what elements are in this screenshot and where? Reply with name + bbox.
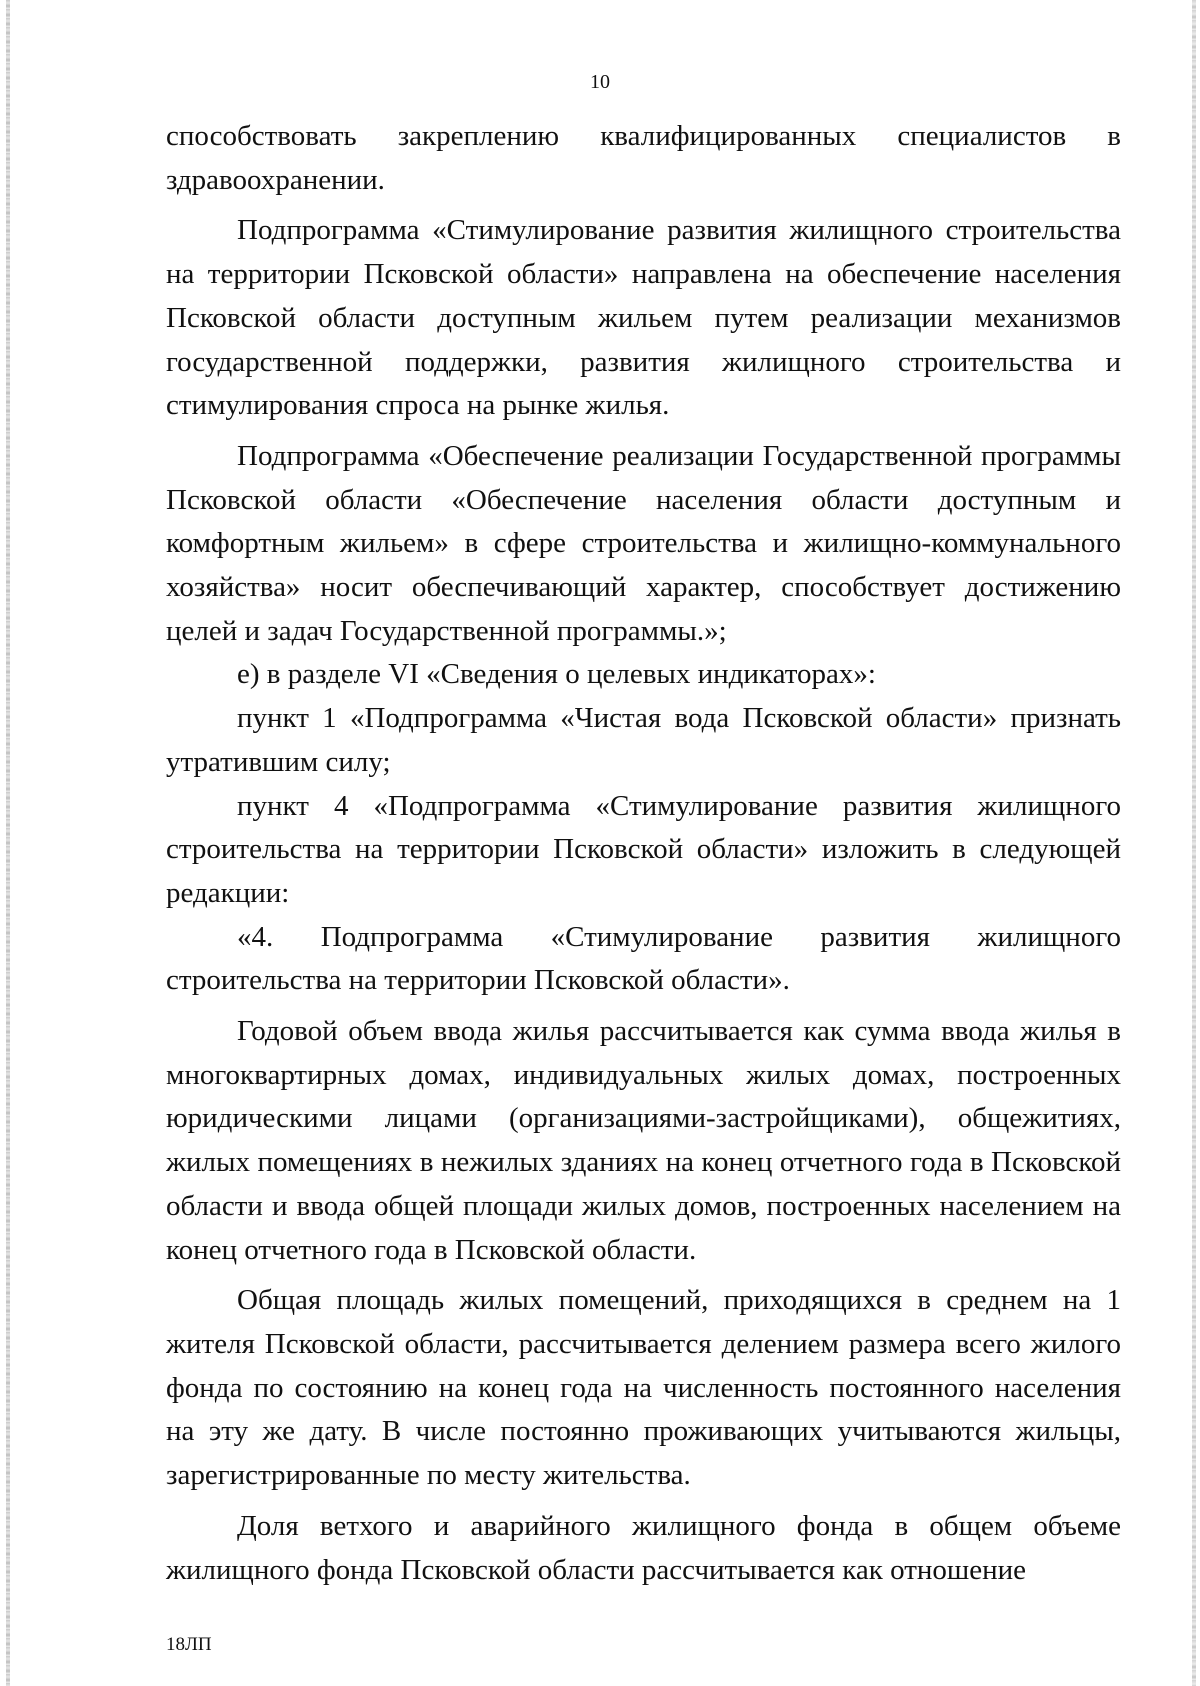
paragraph-4: е) в разделе VI «Сведения о целевых индикаторах»: bbox=[237, 658, 876, 691]
scan-edge-right bbox=[1192, 0, 1196, 1686]
paragraph-6: пункт 4 «Подпрограмма «Стимулирование развития жилищного строительства на территории Псковской области» изложить в следующей редакции: bbox=[166, 789, 1121, 909]
paragraph-3: Подпрограмма «Обеспечение реализации Государственной программы Псковской области «Обеспечение населения области доступным и комфортным жильем» в сфере строительства и жилищно-коммунального хозяйства» носит обеспечивающий характер, способствует достижению целей и задач Государственной программы.»; bbox=[166, 439, 1121, 647]
paragraph-7: «4. Подпрограмма «Стимулирование развития жилищного строительства на территории Псковской области». bbox=[166, 920, 1121, 997]
paragraph-2: Подпрограмма «Стимулирование развития жилищного строительства на территории Псковской области» направлена на обеспечение населения Псковской области доступным жильем путем реализации механизмов государственной поддержки, развития жилищного строительства и стимулирования спроса на рынке жилья. bbox=[166, 214, 1121, 422]
paragraph-1: способствовать закреплению квалифицированных специалистов в здравоохранении. bbox=[166, 120, 1121, 196]
paragraph-5: пункт 1 «Подпрограмма «Чистая вода Псковской области» признать утратившим силу; bbox=[166, 702, 1121, 778]
page-number: 10 bbox=[590, 71, 610, 93]
paragraph-8: Годовой объем ввода жилья рассчитывается как сумма ввода жилья в многоквартирных домах, индивидуальных жилых домах, построенных юридическими лицами (организациями-застройщиками), общежитиях, жилых помещениях в нежилых зданиях на конец отчетного года в Псковской области и ввода общей площади жилых домов, построенных населением на конец отчетного года в Псковской области. bbox=[166, 1015, 1121, 1266]
paragraph-9: Общая площадь жилых помещений, приходящихся в среднем на 1 жителя Псковской области, рассчитывается делением размера всего жилого фонда по состоянию на конец года на численность постоянного населения на эту же дату. В числе постоянно проживающих учитываются жильцы, зарегистрированные по месту жительства. bbox=[166, 1284, 1121, 1492]
document-code: 18ЛП bbox=[166, 1634, 212, 1655]
scan-edge-left bbox=[6, 0, 10, 1686]
document-body bbox=[166, 115, 1121, 1592]
paragraph-10: Доля ветхого и аварийного жилищного фонда в общем объеме жилищного фонда Псковской области рассчитывается как отношение bbox=[166, 1509, 1121, 1586]
